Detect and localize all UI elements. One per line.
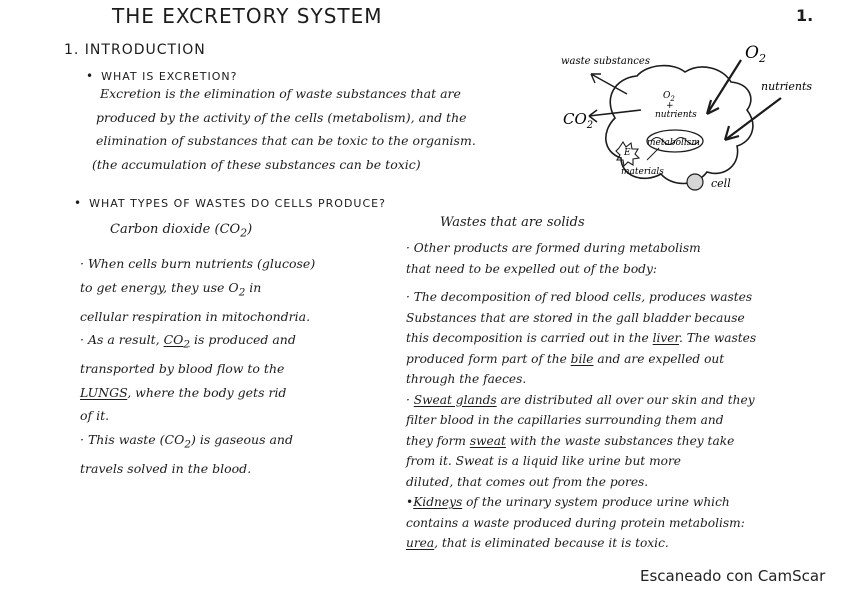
cell-label: cell bbox=[711, 177, 731, 190]
page-title: THE EXCRETORY SYSTEM bbox=[112, 4, 383, 28]
definition-line: Excretion is the elimination of waste substances that are bbox=[100, 86, 461, 101]
energy-label: E bbox=[624, 148, 631, 158]
co2-line: · As a result, $CO_2$ is produced and bbox=[80, 332, 296, 351]
nutrients-label: nutrients bbox=[761, 80, 813, 93]
co2-line: · When cells burn nutrients (glucose) bbox=[80, 256, 316, 271]
solids-line: urea, that is eliminated because it is toxic. bbox=[406, 536, 669, 550]
nutrients-arrow bbox=[725, 98, 781, 140]
solids-line: · Sweat glands are distributed all over our skin and they bbox=[406, 392, 755, 407]
excretion-definition bbox=[92, 82, 476, 176]
solids-line: Substances that are stored in the gall bladder because bbox=[406, 310, 745, 325]
solids-line: · The decomposition of red blood cells, produces wastes bbox=[406, 290, 753, 304]
inner-nutrients-label: nutrients bbox=[655, 110, 697, 120]
definition-line: elimination of substances that can be toxic to the organism. bbox=[96, 133, 476, 148]
metabolism-label: metabolism bbox=[647, 138, 700, 148]
cell-excretion-diagram bbox=[555, 38, 845, 208]
co2-line: transported by blood flow to the bbox=[80, 361, 285, 376]
co2-line: of it. bbox=[80, 408, 110, 423]
co2-line: to get energy, they use $O_2$ in bbox=[80, 279, 262, 298]
urea-term: urea bbox=[406, 536, 435, 550]
solids-heading: Wastes that are solids bbox=[440, 215, 585, 230]
solids-line: contains a waste produced during protein metabolism: bbox=[406, 515, 745, 530]
solids-line: this decomposition is carried out in the liver. The wastes bbox=[406, 331, 757, 345]
waste-arrow bbox=[591, 74, 627, 94]
bile-term: bile bbox=[570, 351, 594, 366]
solids-line: · Other products are formed during metabolism bbox=[406, 241, 701, 255]
co2-term: $CO_2$ bbox=[163, 332, 191, 351]
scanner-watermark: Escaneado con CamScar bbox=[640, 567, 826, 585]
waste-label: waste substances bbox=[561, 56, 650, 67]
co2-line: travels solved in the blood. bbox=[80, 460, 252, 476]
sweat-term: sweat bbox=[469, 433, 506, 448]
liver-term: liver bbox=[652, 331, 680, 345]
solids-line: they form sweat with the waste substances they take bbox=[406, 433, 735, 448]
question-what-is-excretion: • WHAT IS EXCRETION? bbox=[86, 69, 237, 83]
lungs-term: LUNGS bbox=[80, 384, 128, 400]
solids-line: diluted, that comes out from the pores. bbox=[406, 474, 649, 489]
sweat-glands-term: Sweat glands bbox=[413, 392, 497, 407]
definition-line: produced by the activity of the cells (metabolism), and the bbox=[96, 109, 467, 125]
co2-line: cellular respiration in mitochondria. bbox=[80, 308, 311, 324]
solids-line: produced form part of the bile and are expelled out bbox=[406, 351, 725, 366]
materials-label: materials bbox=[621, 167, 664, 177]
section-heading: 1. INTRODUCTION bbox=[64, 42, 206, 58]
nucleus-shape bbox=[687, 174, 703, 190]
inner-o2-label: $O_2$ bbox=[663, 91, 675, 103]
co2-label: $CO_2$ bbox=[563, 110, 594, 131]
co2-arrow bbox=[589, 110, 641, 122]
page-number: 1. bbox=[796, 6, 814, 25]
co2-column bbox=[80, 252, 315, 480]
inner-plus-label: + bbox=[666, 101, 674, 111]
o2-label: $O_2$ bbox=[745, 43, 766, 65]
co2-line: LUNGS, where the body gets rid bbox=[80, 384, 287, 400]
solids-line: through the faeces. bbox=[406, 372, 527, 386]
solids-column bbox=[406, 238, 756, 554]
solids-line: from it. Sweat is a liquid like urine but more bbox=[406, 454, 681, 468]
co2-line: · This waste $(CO_2)$ is gaseous and bbox=[80, 431, 293, 450]
solids-line: that need to be expelled out of the body: bbox=[406, 261, 657, 276]
definition-line: (the accumulation of these substances can be toxic) bbox=[92, 156, 421, 172]
question-types-of-waste: • WHAT TYPES OF WASTES DO CELLS PRODUCE? bbox=[74, 196, 386, 210]
kidneys-term: Kidneys bbox=[413, 495, 463, 509]
solids-line: •Kidneys of the urinary system produce urine which bbox=[406, 495, 730, 509]
solids-line: filter blood in the capillaries surrounding them and bbox=[406, 413, 724, 427]
cell-membrane bbox=[606, 66, 753, 184]
co2-heading: Carbon dioxide $(CO_2)$ bbox=[110, 222, 253, 240]
